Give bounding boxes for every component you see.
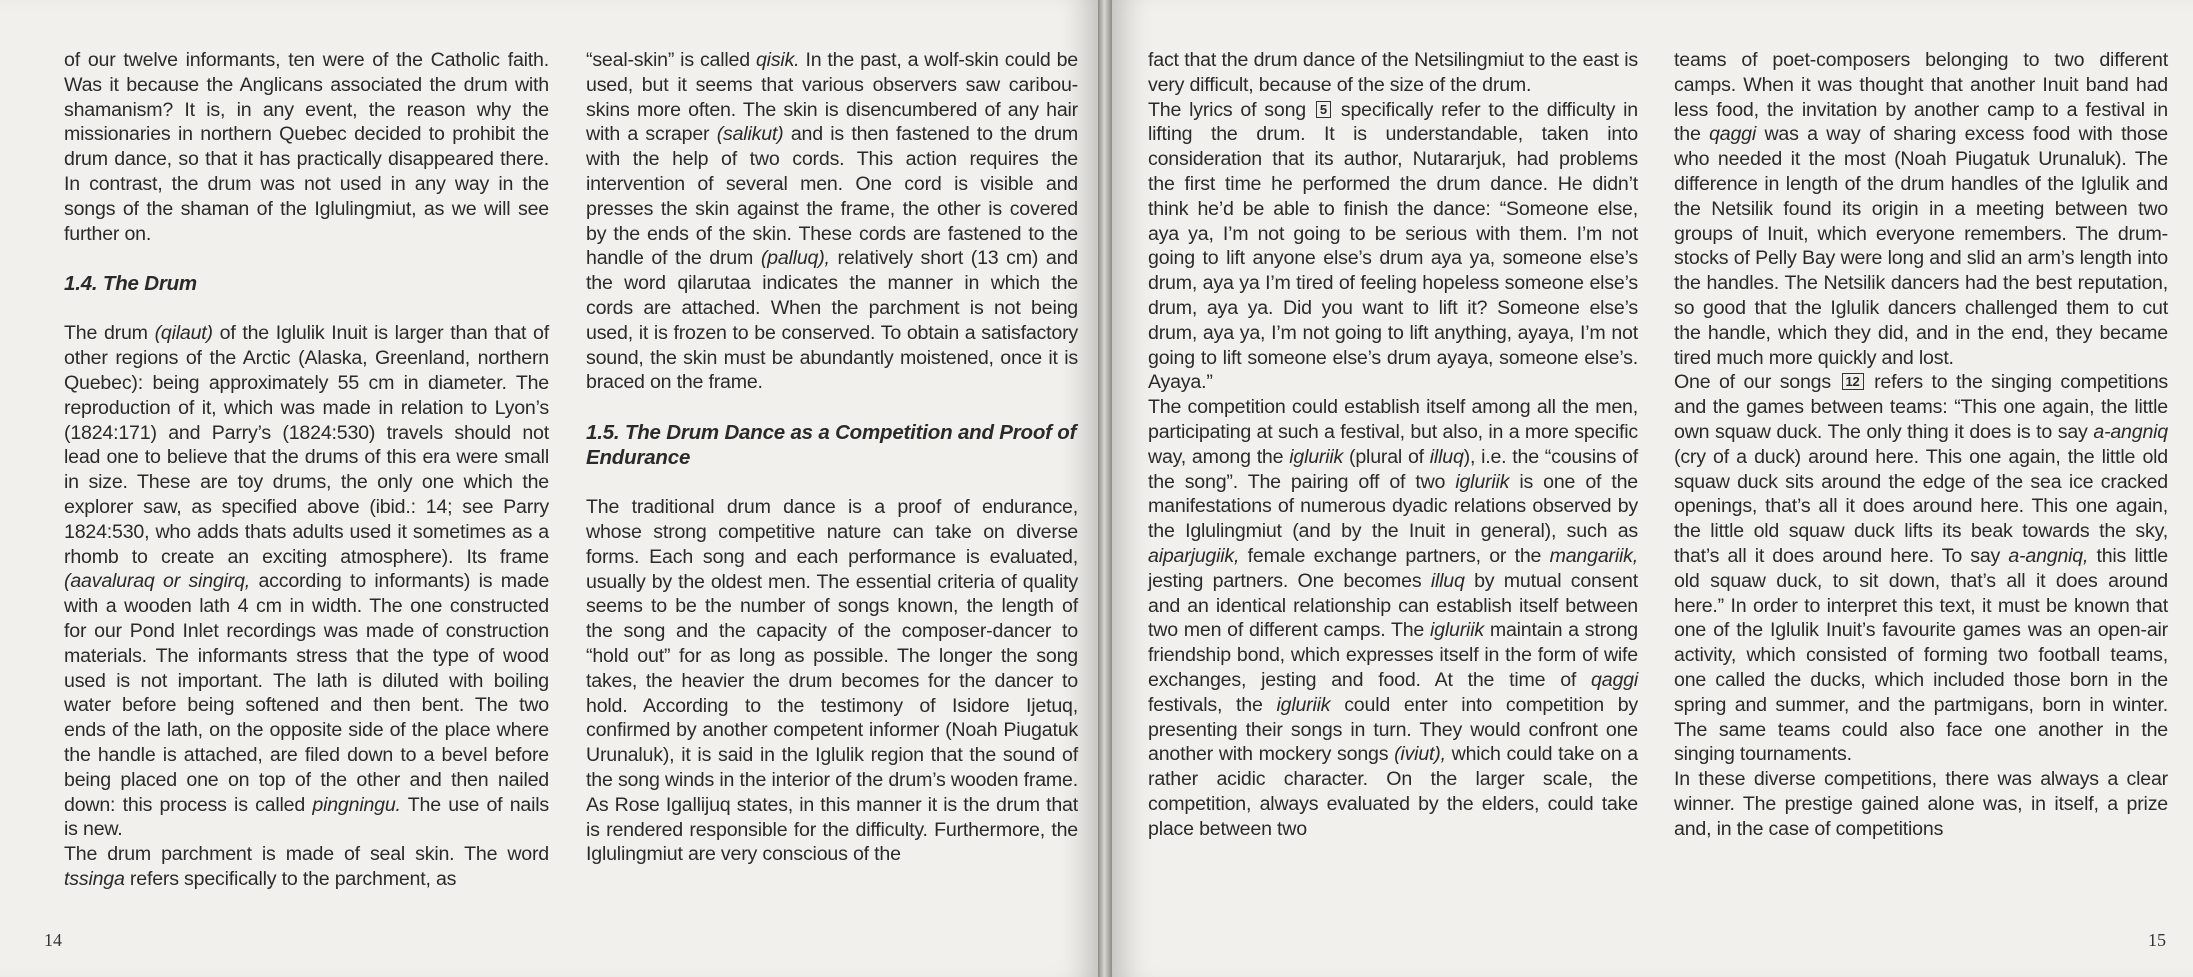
- section-heading-drum: 1.4. The Drum: [64, 272, 197, 296]
- page-number-right: 15: [2148, 930, 2166, 950]
- right-page-column-1: [1148, 48, 1638, 842]
- paragraph: The traditional drum dance is a proof of endurance, whose strong competitive nature can take on diverse forms. Each song and each performance is evaluated, usually by the oldest men. The essential criteria of quality seems to be the number of songs known, the length of the song and the capacity of the composer-dancer to “hold out” for as long as possible. The longer the song takes, the heavier the drum becomes for the dancer to hold. According to the testimony of Isidore Ijetuq, confirmed by another competent informer (Noah Piugatuk Urunaluk), it is said in the Iglulik region that the sound of the song winds in the interior of the drum’s wooden frame. As Rose Igallijuq states, in this manner it is the drum that is rendered responsible for the difficulty. Furthermore, the Iglulingmiut are very conscious of the: [586, 496, 1078, 866]
- paragraph: of our twelve informants, ten were of the Catholic faith. Was it because the Anglicans associated the drum with shamanism? It is, in any event, the reason why the missionaries in northern Quebec decided to prohibit the drum dance, so that it has practically disappeared there. In contrast, the drum was not used in any way in the songs of the shaman of the Iglulingmiut, as we will see further on.: [64, 49, 549, 245]
- left-page-column-1: [64, 48, 549, 892]
- page-number-left: 14: [44, 930, 62, 950]
- paragraph: fact that the drum dance of the Netsilingmiut to the east is very difficult, because of the size of the drum.: [1148, 49, 1638, 96]
- paragraph: The lyrics of song 5 specifically refer to the difficulty in lifting the drum. It is understandable, taken into consideration that its author, Nutararjuk, had problems the first time he performed the drum dance. He didn’t think he’d be able to finish the dance: “Someone else, aya ya, I’m not going to be serious with them. I’m not going to lift anyone else’s drum aya ya, someone else’s drum, aya ya I’m tired of feeling hopeless someone else’s drum, aya ya. Did you want to lift it? Someone else’s drum, aya ya, I’m not going to lift anything, ayaya, I’m not going to lift someone else’s drum ayaya, someone else’s. Ayaya.”: [1148, 98, 1638, 394]
- paragraph: The drum (qilaut) of the Iglulik Inuit is larger than that of other regions of the Arctic (Alaska, Greenland, northern Quebec): being approximately 55 cm in diameter. The reproduction of it, which was made in relation to Lyon’s (1824:171) and Parry’s (1824:530) travels should not lead one to believe that the drums of this era were small in size. These are toy drums, the only one which the explorer saw, as specified above (ibid.: 14; see Parry 1824:530, who adds thats adults used it sometimes as a rhomb to create an exciting atmosphere). Its frame (aavaluraq or singirq, according to informants) is made with a wooden lath 4 cm in width. The one constructed for our Pond Inlet recordings was made of construction materials. The informants stress that the type of wood used is not important. The lath is diluted with boiling water before being softened and then bent. The two ends of the lath, on the opposite side of the place where the handle is attached, are filed down to a bevel before being placed one on top of the other and then nailed down: this process is called pingningu. The use of nails is new.: [64, 322, 550, 841]
- section-heading-drum-dance: 1.5. The Drum Dance as a Competition and Proof of Endurance: [586, 421, 1077, 470]
- paragraph: In these diverse competitions, there was always a clear winner. The prestige gained alone was, in itself, a prize and, in the case of competitions: [1674, 768, 2168, 840]
- song-number-marker: 12: [1842, 373, 1864, 390]
- song-number-marker: 5: [1316, 101, 1331, 118]
- paragraph: The competition could establish itself among all the men, participating at such a festival, but also, in a more specific way, among the igluriik (plural of illuq), i.e. the “cousins of the song”. The pairing off of two igluriik is one of the manifestations of numerous dyadic relations observed by the Iglulingmiut (and by the Inuit in general), such as aiparjugiik, female exchange partners, or the mangariik, jesting partners. One becomes illuq by mutual consent and an identical relationship can establish itself between two men of different camps. The igluriik maintain a strong friendship bond, which expresses itself in the form of wife exchanges, jesting and food. At the time of qaggi festivals, the igluriik could enter into competition by presenting their songs in turn. They would confront one another with mockery songs (iviut), which could take on a rather acidic character. On the larger scale, the competition, always evaluated by the elders, could take place between two: [1148, 396, 1638, 840]
- right-page-column-2: [1674, 48, 2168, 842]
- paragraph: One of our songs 12 refers to the singing competitions and the games between teams: “This one again, the little own squaw duck. The only thing it does is to say a-angniq (cry of a duck) around here. This one again, the little old squaw duck sits around the edge of the sea ice cracked openings, that’s all it does around here. This one again, the little old squaw duck lifts its beak towards the sky, that’s all it does around here. To say a-angniq, this little old squaw duck, to sit down, that’s all it does around here.” In order to interpret this text, it must be known that one of the Iglulik Inuit’s favourite games was an open-air activity, which consisted of forming two football teams, one called the ducks, which included those born in the spring and summer, and the partmigans, born in winter. The same teams could also face one another in the singing tournaments.: [1674, 371, 2169, 766]
- book-spine: [1098, 0, 1112, 977]
- paragraph: “seal-skin” is called qisik. In the past, a wolf-skin could be used, but it seems that various observers saw caribou-skins more often. The skin is disencumbered of any hair with a scraper (salikut) and is then fastened to the drum with the help of two cords. This action requires the intervention of several men. One cord is visible and presses the skin against the frame, the other is covered by the ends of the skin. These cords are fastened to the handle of the drum (palluq), relatively short (13 cm) and the word qilarutaa indicates the manner in which the cords are attached. When the parchment is not being used, it is frozen to be conserved. To obtain a satisfactory sound, the skin must be abundantly moistened, once it is braced on the frame.: [586, 49, 1078, 394]
- paragraph: teams of poet-composers belonging to two different camps. When it was thought that another Inuit band had less food, the invitation by another camp to a festival in the qaggi was a way of sharing excess food with those who needed it the most (Noah Piugatuk Urunaluk). The difference in length of the drum handles of the Iglulik and the Netsilik found its origin in a meeting between two groups of Inuit, which everyone remembers. The drum-stocks of Pelly Bay were long and slid an arm’s length into the handles. The Netsilik dancers had the best reputation, so good that the Iglulik dancers challenged them to cut the handle, which they did, and in the end, they became tired much more quickly and lost.: [1674, 49, 2168, 369]
- left-page-column-2: [586, 48, 1078, 867]
- paragraph: The drum parchment is made of seal skin. The word tssinga refers specifically to the parchment, as: [64, 843, 549, 890]
